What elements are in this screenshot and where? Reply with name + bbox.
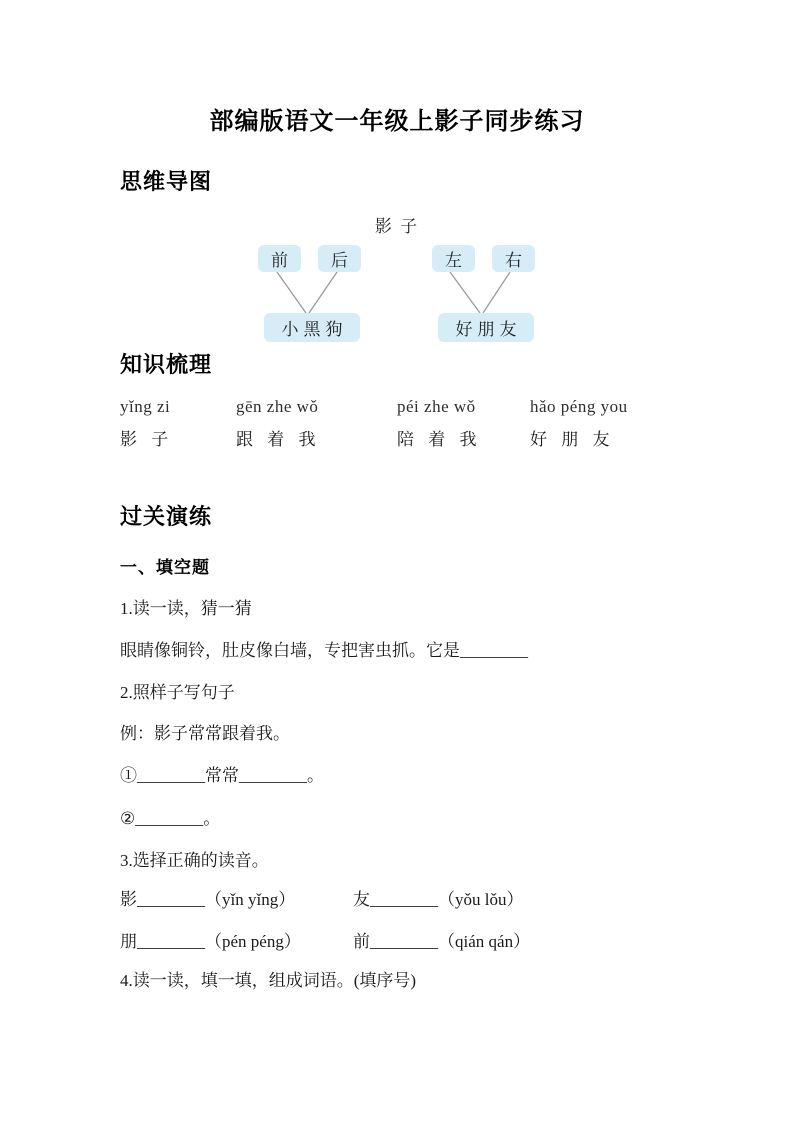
question-1-riddle: 眼睛像铜铃，肚皮像白墙，专把害虫抓。它是________ (120, 641, 528, 660)
question-3-row-1 (120, 889, 674, 911)
section-heading-mindmap: 思维导图 (120, 169, 213, 194)
question-2-example: 例：影子常常跟着我。 (120, 724, 290, 743)
mindmap-connectors (120, 215, 674, 345)
connector-line (309, 272, 337, 313)
section-heading-knowledge: 知识梳理 (120, 352, 213, 377)
mindmap-diagram (120, 215, 674, 345)
pinyin-label: hǎo péng you (530, 397, 628, 416)
mindmap-node-back: 后 (318, 245, 361, 272)
connector-line (483, 272, 510, 313)
q3-item-you: 友________（yǒu lǒu） (353, 890, 524, 909)
pinyin-label: yǐng zi (120, 397, 171, 416)
question-2-label: 2.照样子写句子 (120, 683, 235, 702)
mindmap-node-left: 左 (432, 245, 475, 272)
vocab-word (236, 395, 321, 452)
mindmap-node-right: 右 (492, 245, 535, 272)
hanzi-label: 陪 着 我 (397, 430, 482, 449)
mindmap-root-label: 影 子 (374, 217, 420, 236)
hanzi-label: 好 朋 友 (530, 430, 615, 449)
connector-line (450, 272, 480, 313)
question-1-label: 1.读一读，猜一猜 (120, 599, 252, 618)
vocab-word (397, 395, 482, 452)
question-2-blank-1: ①________常常________。 (120, 766, 324, 785)
hanzi-label: 影 子 (120, 430, 174, 449)
mindmap-node-front: 前 (258, 245, 301, 272)
page-title: 部编版语文一年级上影子同步练习 (209, 108, 585, 135)
question-3-row-2 (120, 931, 674, 953)
question-2-blank-2: ②________。 (120, 809, 221, 828)
pinyin-label: gēn zhe wǒ (236, 397, 319, 416)
q3-item-peng: 朋________（pén péng） (120, 932, 301, 951)
hanzi-label: 跟 着 我 (236, 430, 321, 449)
vocab-word (530, 395, 628, 452)
vocabulary-table (120, 395, 674, 452)
connector-line (277, 272, 306, 313)
mindmap-node-good-friend: 好朋友 (438, 313, 534, 342)
question-4-label: 4.读一读，填一填，组成词语。(填序号) (120, 971, 417, 990)
q3-item-qian: 前________（qián qán） (353, 932, 531, 951)
mindmap-node-black-dog: 小黑狗 (264, 313, 360, 342)
question-3-label: 3.选择正确的读音。 (120, 851, 269, 870)
section-heading-practice: 过关演练 (120, 504, 213, 529)
q3-item-ying: 影________（yǐn yǐng） (120, 890, 296, 909)
pinyin-label: péi zhe wǒ (397, 397, 476, 416)
subsection-heading-fill-blanks: 一、填空题 (120, 558, 210, 577)
vocab-word (120, 395, 173, 452)
